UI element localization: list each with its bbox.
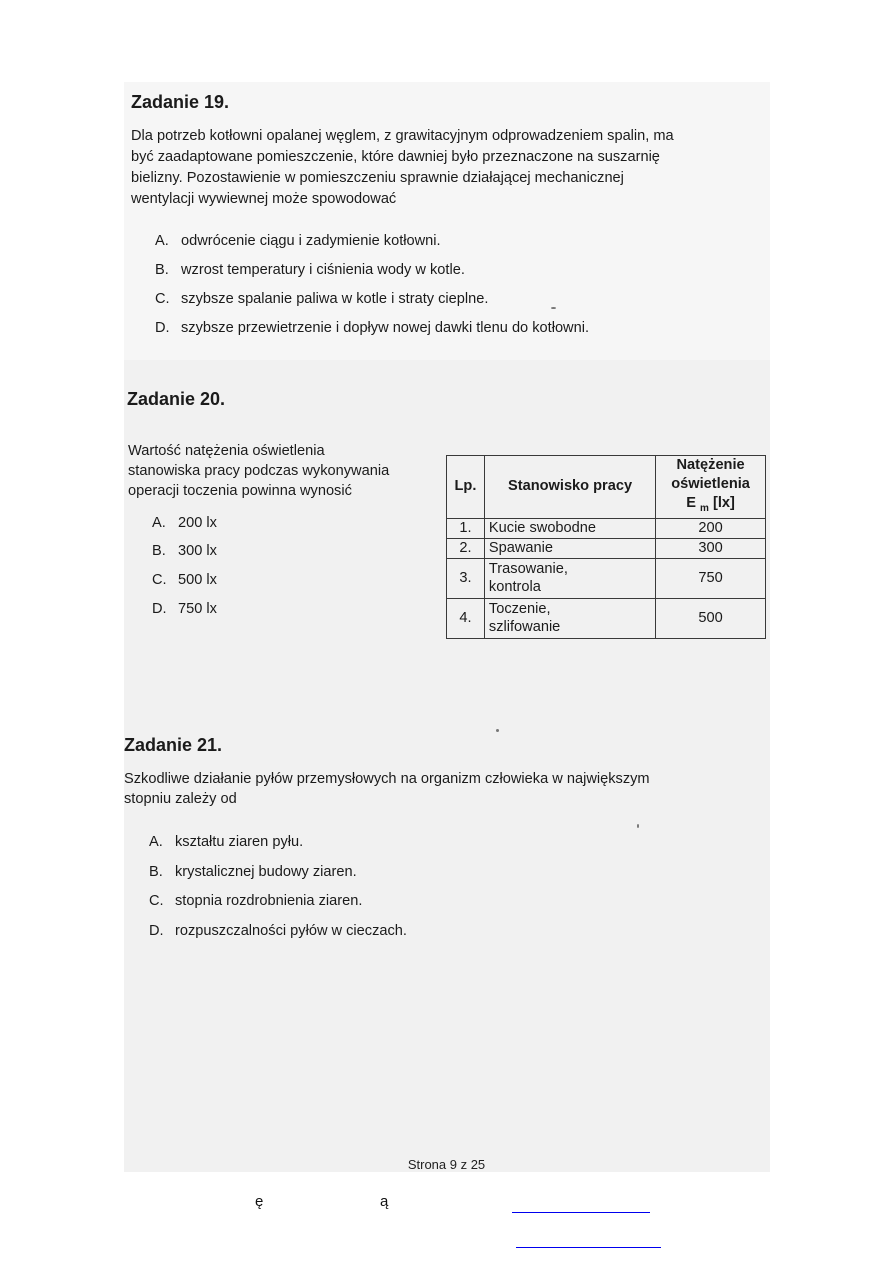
q20-option-a [152,515,217,531]
option-letter: D. [155,320,170,336]
cell-illuminance: 500 [656,598,766,638]
q21-option-c [149,893,362,909]
header-illuminance-line-3 [660,494,761,518]
option-letter: C. [152,572,167,588]
option-text: stopnia rozdrobnienia ziaren. [175,893,363,909]
cell-illuminance: 300 [656,538,766,558]
q21-option-d [149,923,407,939]
table-row [447,598,766,638]
option-text: 200 lx [178,515,217,531]
option-text: wzrost temperatury i ciśnienia wody w kotle. [181,262,465,278]
option-letter: D. [149,923,164,939]
option-letter: C. [149,893,164,909]
page-number: Strona 9 z 25 [407,1157,486,1172]
q19-question-line-3: bielizny. Pozostawienie w pomieszczeniu sprawnie działającej mechanicznej [131,170,624,186]
table-header-row [447,456,766,519]
cell-station [484,558,655,598]
cell-station-line-1: Trasowanie, [488,561,568,578]
option-letter: A. [155,233,169,249]
q21-question-line-2: stopniu zależy od [124,791,237,807]
q21-title: Zadanie 21. [124,735,223,755]
header-station: Stanowisko pracy [484,456,655,519]
stray-glyph-e-ogonek: ę [255,1193,264,1210]
q21-question-line-1: Szkodliwe działanie pyłów przemysłowych na organizm człowieka w największym [124,771,650,787]
option-letter: B. [149,864,163,880]
scanned-page-header-area [124,82,770,360]
option-letter: A. [149,834,163,850]
q20-option-c [152,572,217,588]
q19-title: Zadanie 19. [131,92,230,112]
link-underline-1[interactable] [512,1212,650,1213]
header-unit: [lx] [713,495,735,511]
cell-lp: 4. [447,598,485,638]
cell-station [484,598,655,638]
cell-lp: 1. [447,518,485,538]
header-e-subscript: m [700,502,709,514]
q20-question-line-1: Wartość natężenia oświetlenia [128,443,325,459]
option-letter: B. [155,262,169,278]
option-text: odwrócenie ciągu i zadymienie kotłowni. [181,233,441,249]
q19-option-a [155,233,441,249]
scan-speck [637,824,639,828]
header-e-symbol: E [686,495,696,511]
q20-option-b [152,543,217,559]
q21-option-a [149,834,303,850]
cell-illuminance: 200 [656,518,766,538]
q19-option-b [155,262,465,278]
illuminance-table [446,455,766,639]
stray-glyph-a-ogonek: ą [380,1193,389,1210]
header-illuminance-line-1: Natężenie [676,457,745,473]
header-illuminance [656,456,766,519]
option-text: rozpuszczalności pyłów w cieczach. [175,923,407,939]
link-underline-2[interactable] [516,1247,661,1248]
option-text: 500 lx [178,572,217,588]
cell-lp: 3. [447,558,485,598]
cell-station: Kucie swobodne [484,518,655,538]
option-text: szybsze przewietrzenie i dopływ nowej dawki tlenu do kotłowni. [181,320,590,336]
table-row [447,518,766,538]
option-text: kształtu ziaren pyłu. [175,834,304,850]
cell-station-line-2: szlifowanie [488,619,561,636]
option-text: krystalicznej budowy ziaren. [175,864,357,880]
q20-question-line-3: operacji toczenia powinna wynosić [128,483,352,499]
option-text: 750 lx [178,601,217,617]
q19-question-line-4: wentylacji wywiewnej może spowodować [131,191,397,207]
cell-station: Spawanie [484,538,655,558]
cell-lp: 2. [447,538,485,558]
option-letter: B. [152,543,166,559]
scan-speck [496,729,499,732]
q20-option-d [152,601,217,617]
option-letter: D. [152,601,167,617]
scan-speck [551,307,556,309]
table-row [447,538,766,558]
cell-station-line-2: kontrola [488,579,541,596]
table-row [447,558,766,598]
header-illuminance-line-2: oświetlenia [671,476,750,492]
q19-option-d [155,320,589,336]
q19-option-c [155,291,488,307]
option-text: szybsze spalanie paliwa w kotle i straty cieplne. [181,291,489,307]
q19-question-line-2: być zaadaptowane pomieszczenie, które dawniej było przeznaczone na suszarnię [131,149,660,165]
cell-station-line-1: Toczenie, [488,601,551,618]
cell-illuminance: 750 [656,558,766,598]
header-lp: Lp. [447,456,485,519]
q21-option-b [149,864,357,880]
option-text: 300 lx [178,543,217,559]
q20-title: Zadanie 20. [127,389,226,409]
q19-question-line-1: Dla potrzeb kotłowni opalanej węglem, z grawitacyjnym odprowadzeniem spalin, ma [131,128,674,144]
option-letter: C. [155,291,170,307]
option-letter: A. [152,515,166,531]
q20-question-line-2: stanowiska pracy podczas wykonywania [128,463,390,479]
